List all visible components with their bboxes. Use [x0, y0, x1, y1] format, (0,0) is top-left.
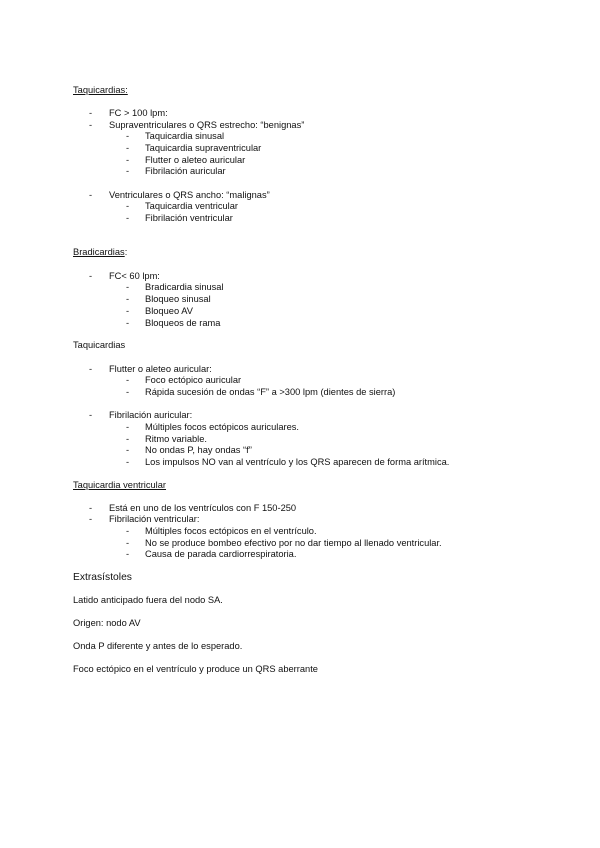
list-item: Bloqueos de rama [145, 318, 221, 328]
list-item: Rápida sucesión de ondas “F” a >300 lpm (dientes de sierra) [145, 387, 396, 397]
paragraph: Foco ectópico en el ventrículo y produce un QRS aberrante [73, 664, 318, 674]
list-item: Flutter o aleteo auricular [145, 155, 246, 165]
heading-bradicardias-text: Bradicardias [73, 247, 125, 257]
bullet-dash: - [126, 538, 130, 548]
list-item: Fibrilación ventricular: [109, 514, 200, 524]
list-item: Está en uno de los ventrículos con F 150-250 [109, 503, 297, 513]
bullet-dash: - [89, 410, 93, 420]
bullet-dash: - [126, 422, 130, 432]
list-item: FC< 60 lpm: [109, 271, 160, 281]
list-item: Causa de parada cardiorrespiratoria. [145, 549, 297, 559]
bullet-dash: - [126, 166, 130, 176]
list-item: Ritmo variable. [145, 434, 208, 444]
bullet-dash: - [89, 503, 93, 513]
list-item: Flutter o aleteo auricular: [109, 364, 212, 374]
heading-bradicardias-colon: : [124, 247, 128, 257]
list-item: Foco ectópico auricular [145, 375, 242, 385]
bullet-dash: - [126, 213, 130, 223]
bullet-dash: - [126, 375, 130, 385]
bullet-dash: - [126, 201, 130, 211]
list-item: Bradicardia sinusal [145, 282, 224, 292]
bullet-dash: - [126, 155, 130, 165]
paragraph: Onda P diferente y antes de lo esperado. [73, 641, 243, 651]
bullet-dash: - [89, 108, 93, 118]
bullet-dash: - [126, 445, 130, 455]
bullet-dash: - [89, 120, 93, 130]
bullet-dash: - [126, 457, 130, 467]
bullet-dash: - [126, 131, 130, 141]
bullet-dash: - [89, 190, 93, 200]
bullet-dash: - [89, 514, 93, 524]
list-item: Fibrilación auricular [145, 166, 226, 176]
bullet-dash: - [126, 549, 130, 559]
heading-extrasistoles: Extrasístoles [73, 572, 132, 583]
heading-taquicardias: Taquicardias: [73, 85, 128, 95]
bullet-dash: - [89, 271, 93, 281]
list-item: Los impulsos NO van al ventrículo y los QRS aparecen de forma arítmica. [145, 457, 450, 467]
list-item: Bloqueo AV [145, 306, 193, 316]
list-item: Taquicardia sinusal [145, 131, 225, 141]
list-item: Fibrilación auricular: [109, 410, 193, 420]
list-item: Múltiples focos ectópicos auriculares. [145, 422, 299, 432]
bullet-dash: - [126, 306, 130, 316]
bullet-dash: - [126, 526, 130, 536]
bullet-dash: - [126, 387, 130, 397]
heading-taquicardia-ventricular: Taquicardia ventricular [73, 480, 167, 490]
list-item: Múltiples focos ectópicos en el ventrículo. [145, 526, 317, 536]
bullet-dash: - [89, 364, 93, 374]
bullet-dash: - [126, 143, 130, 153]
list-item: Bloqueo sinusal [145, 294, 211, 304]
bullet-dash: - [126, 282, 130, 292]
heading-bradicardias [73, 247, 127, 258]
paragraph: Origen: nodo AV [73, 618, 141, 628]
list-item: No se produce bombeo efectivo por no dar tiempo al llenado ventricular. [145, 538, 442, 548]
list-item: Taquicardia supraventricular [145, 143, 262, 153]
list-item: FC > 100 lpm: [109, 108, 168, 118]
list-item: Supraventriculares o QRS estrecho: “benignas” [109, 120, 305, 130]
list-item: Fibrilación ventricular [145, 213, 233, 223]
heading-taquicardias-2: Taquicardias [73, 340, 126, 350]
paragraph: Latido anticipado fuera del nodo SA. [73, 595, 223, 605]
bullet-dash: - [126, 318, 130, 328]
bullet-dash: - [126, 434, 130, 444]
list-item: Ventriculares o QRS ancho: “malignas” [109, 190, 270, 200]
list-item: No ondas P, hay ondas “f” [145, 445, 252, 455]
list-item: Taquicardia ventricular [145, 201, 239, 211]
bullet-dash: - [126, 294, 130, 304]
